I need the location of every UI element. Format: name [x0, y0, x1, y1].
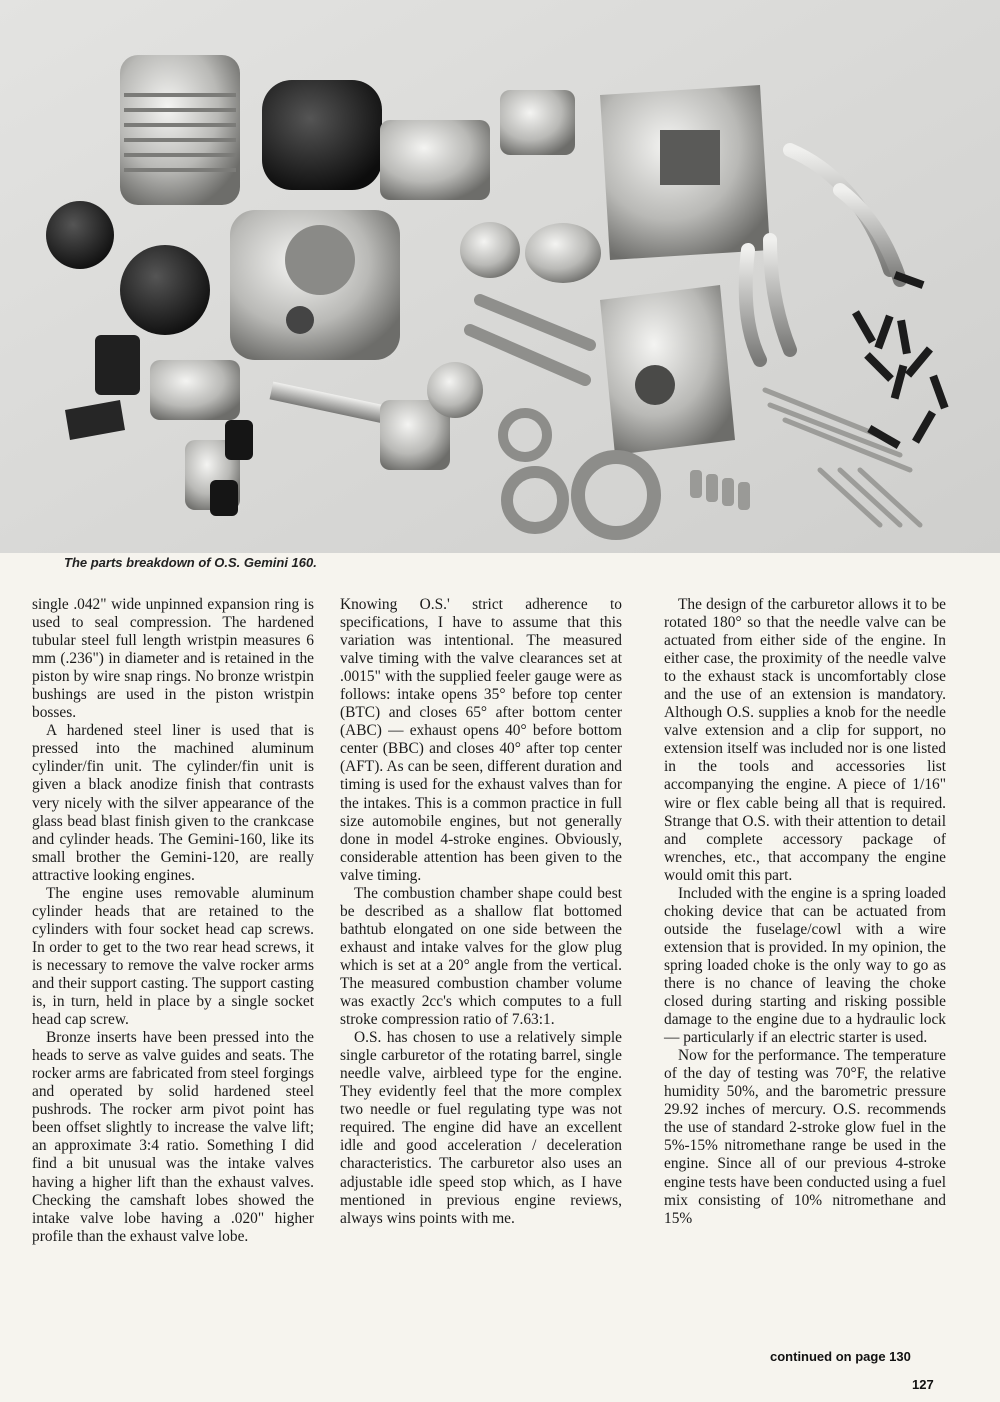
- cam-gear: [427, 362, 483, 418]
- continued-note: continued on page 130: [770, 1349, 911, 1364]
- drive-hub: [120, 245, 210, 335]
- paragraph: Now for the performance. The temperature of the day of testing was 70°F, the relative humidity 50%, and the barometric pressure 29.92 inches of mercury. O.S. recommends the use of standard 2-stroke glow fuel in the 5%-15% nitromethane range be used in the engine. Since all of our previous 4-stroke engine tests have been conducted using a fuel mix consisting of 10% nitromethane and 15%: [664, 1047, 946, 1227]
- paragraph: single .042" wide unpinned expansion ring is used to seal compression. The hardened tubular steel full length wristpin measures 6 mm (.236") in diameter and is retained in the piston by wire snap rings. No bronze wristpin bushings are used in the piston wristpin bosses.: [32, 596, 314, 722]
- piston: [525, 223, 601, 283]
- cam-housing: [460, 222, 520, 278]
- article-column-3: [664, 596, 946, 1228]
- cylinder-head-left: [380, 120, 490, 200]
- cylinder-fin-unit: [120, 55, 240, 205]
- engine-parts-photo: [0, 0, 1000, 553]
- paragraph: The design of the carburetor allows it to be rotated 180° so that the needle valve can be actuated from either side of the engine. In either case, the proximity of the needle valve to the exhaust stack is uncomfortably close and the use of an extension is mandatory. Although O.S. supplies a knob for the needle valve extension and a clip for support, no extension itself was included nor is one listed in the tools and accessories list accompanying the engine. A piece of 1/16" wire or flex cable being all that is required. Strange that O.S. with their attention to detail and complete accessory package of wrenches, etc., that accompany the engine would omit this part.: [664, 596, 946, 884]
- photo-caption: The parts breakdown of O.S. Gemini 160.: [64, 555, 317, 570]
- manifold-opening: [660, 130, 720, 185]
- paragraph: The combustion chamber shape could best be described as a shallow flat bottomed bathtub elongated on one side between the exhaust and intake valves for the glow plug which is set at a 20° angle from the vertical. The measured combustion chamber volume was exactly 2cc's which computes to a full stroke compression ratio of 7.63:1.: [340, 884, 622, 1029]
- paragraph: Knowing O.S.' strict adherence to specifications, I have to assume that this variation was intentional. The measured valve timing with the valve clearances set at .0015" with the supplied feeler gauge were as follows: intake opens 35° before top center (BTC) and closes 65° after bottom center (ABC) — exhaust opens 40° before bottom center (BBC) and closes 40° after top center (AFT). As can be seen, different duration and timing is used for the exhaust valves than for the intakes. This is a common practice in full size automobile engines, but not generally done in model 4-stroke engines. Obviously, considerable attention has been given to the valve timing.: [340, 596, 622, 884]
- article-column-1: [32, 596, 314, 1246]
- article-column-2: [340, 596, 622, 1228]
- cylinder-head-right: [500, 90, 575, 155]
- paragraph: O.S. has chosen to use a relatively simple single carburetor of the rotating barrel, single needle valve, airbleed type for the engine. They evidently feel that the more complex two needle or fuel regulating type was not required. The engine did have an excellent idle and good acceleration / deceleration characteristics. The carburetor also uses an adjustable idle speed stop which, as I have mentioned in previous engine reviews, always wins points with me.: [340, 1029, 622, 1227]
- paragraph: A hardened steel liner is used that is pressed into the machined aluminum cylinder/fin unit. The cylinder/fin unit is given a black anodize finish that contrasts very nicely with the silver appearance of the glass bead blast finish given to the crankcase and cylinder heads. The Gemini-160, like its small brother the Gemini-120, are really attractive looking engines.: [32, 722, 314, 884]
- prop-nut: [95, 335, 140, 395]
- paragraph: Included with the engine is a spring loaded choking device that can be actuated from outside the fuselage/cowl with a wire extension that is provided. In my opinion, the spring loaded choke is the only way to go as there is no chance of leaving the choke closed during starting and risking possible damage to the engine due to a hydraulic lock — particularly if an electric starter is used.: [664, 884, 946, 1047]
- prop-washer: [46, 201, 114, 269]
- paragraph: Bronze inserts have been pressed into the heads to serve as valve guides and seats. The rocker arms are fabricated from steel forgings and operated by solid hardened steel pushrods. The rocker arm pivot point has been offset slightly to increase the valve lift; an approximate 3:4 ratio. Something I did find a bit unusual was the intake valves having a higher lift than the exhaust valves. Checking the camshaft lobes showed the intake valve lobe having a .020" higher profile than the exhaust valve lobe.: [32, 1029, 314, 1245]
- black-cylinder: [262, 80, 382, 190]
- paragraph: The engine uses removable aluminum cylinder heads that are retained to the cylinders with four socket head cap screws. In order to get to the two rear head screws, it is necessary to remove the valve rocker arms and their support casting. The support casting is, in turn, held in place by a single socket head cap screw.: [32, 884, 314, 1029]
- crankcase: [230, 210, 400, 360]
- page-number: 127: [912, 1377, 934, 1392]
